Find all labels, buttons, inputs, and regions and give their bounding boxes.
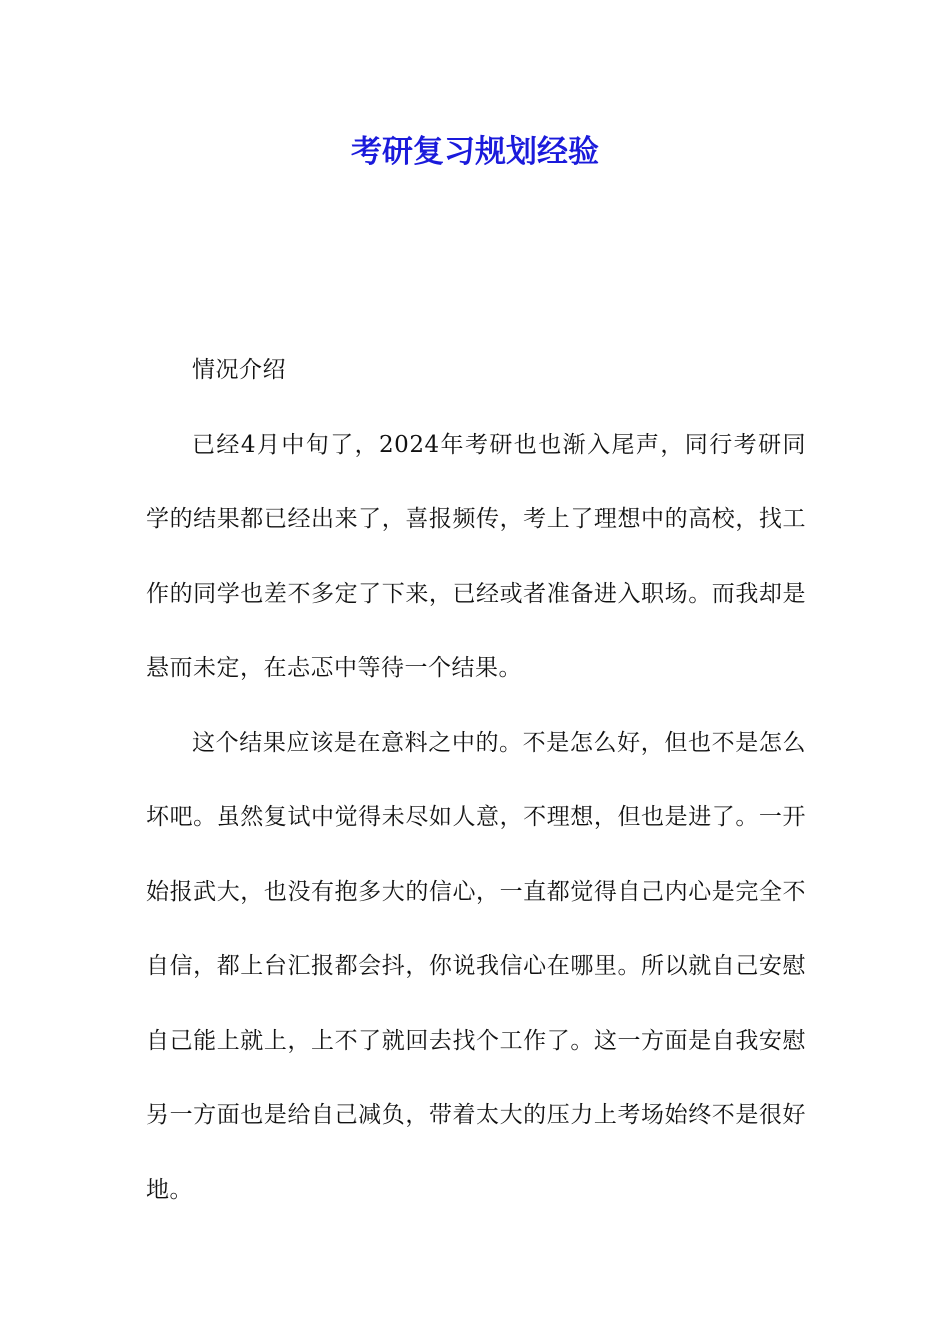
paragraph-2: 这个结果应该是在意料之中的。不是怎么好，但也不是怎么坏吧。虽然复试中觉得未尽如人意，不理想，但也是进了。一开始报武大，也没有抱多大的信心，一直都觉得自己内心是完全不自信，都上台汇报都会抖，你说我信心在哪里。所以就自己安慰自己能上就上，上不了就回去找个工作了。这一方面是自我安慰另一方面也是给自己减负，带着太大的压力上考场始终不是很好地。 (146, 729, 806, 1203)
paragraph-section-heading: 情况介绍 (192, 357, 286, 383)
document-body (146, 333, 806, 1227)
paragraph-1: 已经4月中旬了，2024年考研也也渐入尾声，同行考研同学的结果都已经出来了，喜报频传，考上了理想中的高校，找工作的同学也差不多定了下来，已经或者准备进入职场。而我却是悬而未定，在忐忑中等待一个结果。 (146, 431, 806, 681)
document-title: 考研复习规划经验 (351, 134, 599, 170)
